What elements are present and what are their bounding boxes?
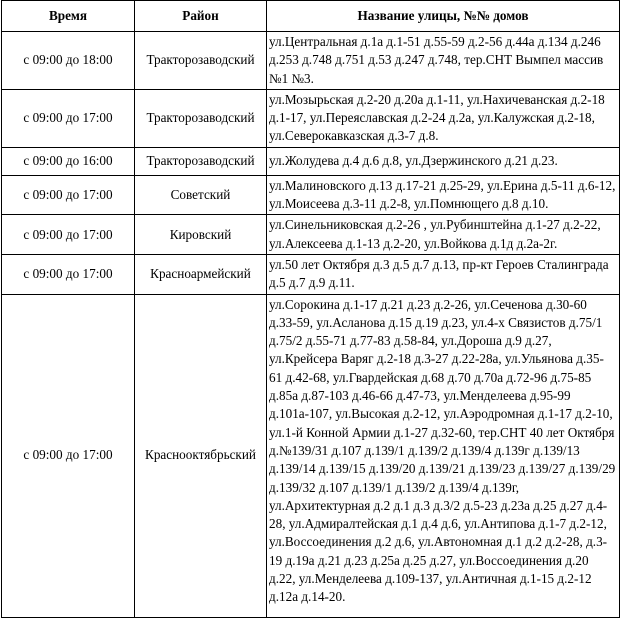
table-row xyxy=(2,32,620,90)
table-row xyxy=(2,294,620,617)
district-cell: Тракторозаводский xyxy=(135,89,267,147)
time-cell: с 09:00 до 17:00 xyxy=(2,175,135,215)
streets-cell: ул.Малиновского д.13 д.17-21 д.25-29, ул.Ерина д.5-11 д.6-12, ул.Моисеева д.3-11 д.2-8, ул.Помнющего д.8 д.10. xyxy=(267,175,620,215)
time-cell: с 09:00 до 17:00 xyxy=(2,294,135,617)
table-row xyxy=(2,147,620,175)
header-row xyxy=(2,1,620,32)
header-district: Район xyxy=(135,1,267,32)
table-row xyxy=(2,89,620,147)
district-cell: Красноармейский xyxy=(135,254,267,294)
streets-cell: ул.Центральная д.1а д.1-51 д.55-59 д.2-56 д.44а д.134 д.246 д.253 д.748 д.751 д.53 д.247 д.748, тер.СНТ Вымпел массив №1 №3. xyxy=(267,32,620,90)
streets-cell: ул.Синельниковская д.2-26 , ул.Рубинштейна д.1-27 д.2-22, ул.Алексеева д.1-13 д.2-20, ул.Войкова д.1д д.2а-2г. xyxy=(267,215,620,255)
district-cell: Кировский xyxy=(135,215,267,255)
time-cell: с 09:00 до 17:00 xyxy=(2,89,135,147)
time-cell: с 09:00 до 17:00 xyxy=(2,254,135,294)
district-cell: Тракторозаводский xyxy=(135,147,267,175)
time-cell: с 09:00 до 18:00 xyxy=(2,32,135,90)
header-streets: Название улицы, №№ домов xyxy=(267,1,620,32)
outage-schedule-table xyxy=(1,0,620,618)
time-cell: с 09:00 до 17:00 xyxy=(2,215,135,255)
time-cell: с 09:00 до 16:00 xyxy=(2,147,135,175)
district-cell: Тракторозаводский xyxy=(135,32,267,90)
table-row xyxy=(2,175,620,215)
district-cell: Краснооктябрьский xyxy=(135,294,267,617)
streets-cell: ул.Сорокина д.1-17 д.21 д.23 д.2-26, ул.Сеченова д.30-60 д.33-59, ул.Асланова д.15 д.19 д.23, ул.4-х Связистов д.75/1 д.75/2 д.55-71 д.77-83 д.58-84, ул.Дороша д.9 д.27, ул.Крейсера Варяг д.2-18 д.3-27 д.22-28а, ул.Ульянова д.35-61 д.42-68, ул.Гвардейская д.68 д.70 д.70а д.72-96 д.75-85 д.85а д.87-103 д.46-66 д.47-73, ул.Менделеева д.95-99 д.101а-107, ул.Высокая д.2-12, ул.Аэродромная д.1-17 д.2-10, ул.1-й Конной Армии д.1-27 д.32-60, тер.СНТ 40 лет Октября д.№139/31 д.107 д.139/1 д.139/2 д.139/4 д.139г д.139/13 д.139/14 д.139/15 д.139/20 д.139/21 д.139/23 д.139/27 д.139/29 д.139/32 д.107 д.139/1 д.139/2 д.139/4 д.139г, ул.Архитектурная д.2 д.1 д.3 д.3/2 д.5-23 д.23а д.25 д.27 д.4-28, ул.Адмиралтейская д.1 д.4 д.6, ул.Антипова д.1-7 д.2-12, ул.Воссоединения д.2 д.6, ул.Автономная д.1 д.2 д.2-28, д.3-19 д.19а д.21 д.23 д.25а д.25 д.27, ул.Воссоединения д.20 д.22, ул.Менделеева д.109-137, ул.Античная д.1-15 д.2-12 д.12а д.14-20. xyxy=(267,294,620,617)
table-row xyxy=(2,215,620,255)
streets-cell: ул.Жолудева д.4 д.6 д.8, ул.Дзержинского д.21 д.23. xyxy=(267,147,620,175)
streets-cell: ул.50 лет Октября д.3 д.5 д.7 д.13, пр-кт Героев Сталинграда д.5 д.7 д.9 д.11. xyxy=(267,254,620,294)
table-row xyxy=(2,254,620,294)
district-cell: Советский xyxy=(135,175,267,215)
streets-cell: ул.Мозырьская д.2-20 д.20а д.1-11, ул.Нахичеванская д.2-18 д.1-17, ул.Переяславская д.2-24 д.2а, ул.Калужская д.2-18, ул.Северокавказская д.3-7 д.8. xyxy=(267,89,620,147)
header-time: Время xyxy=(2,1,135,32)
